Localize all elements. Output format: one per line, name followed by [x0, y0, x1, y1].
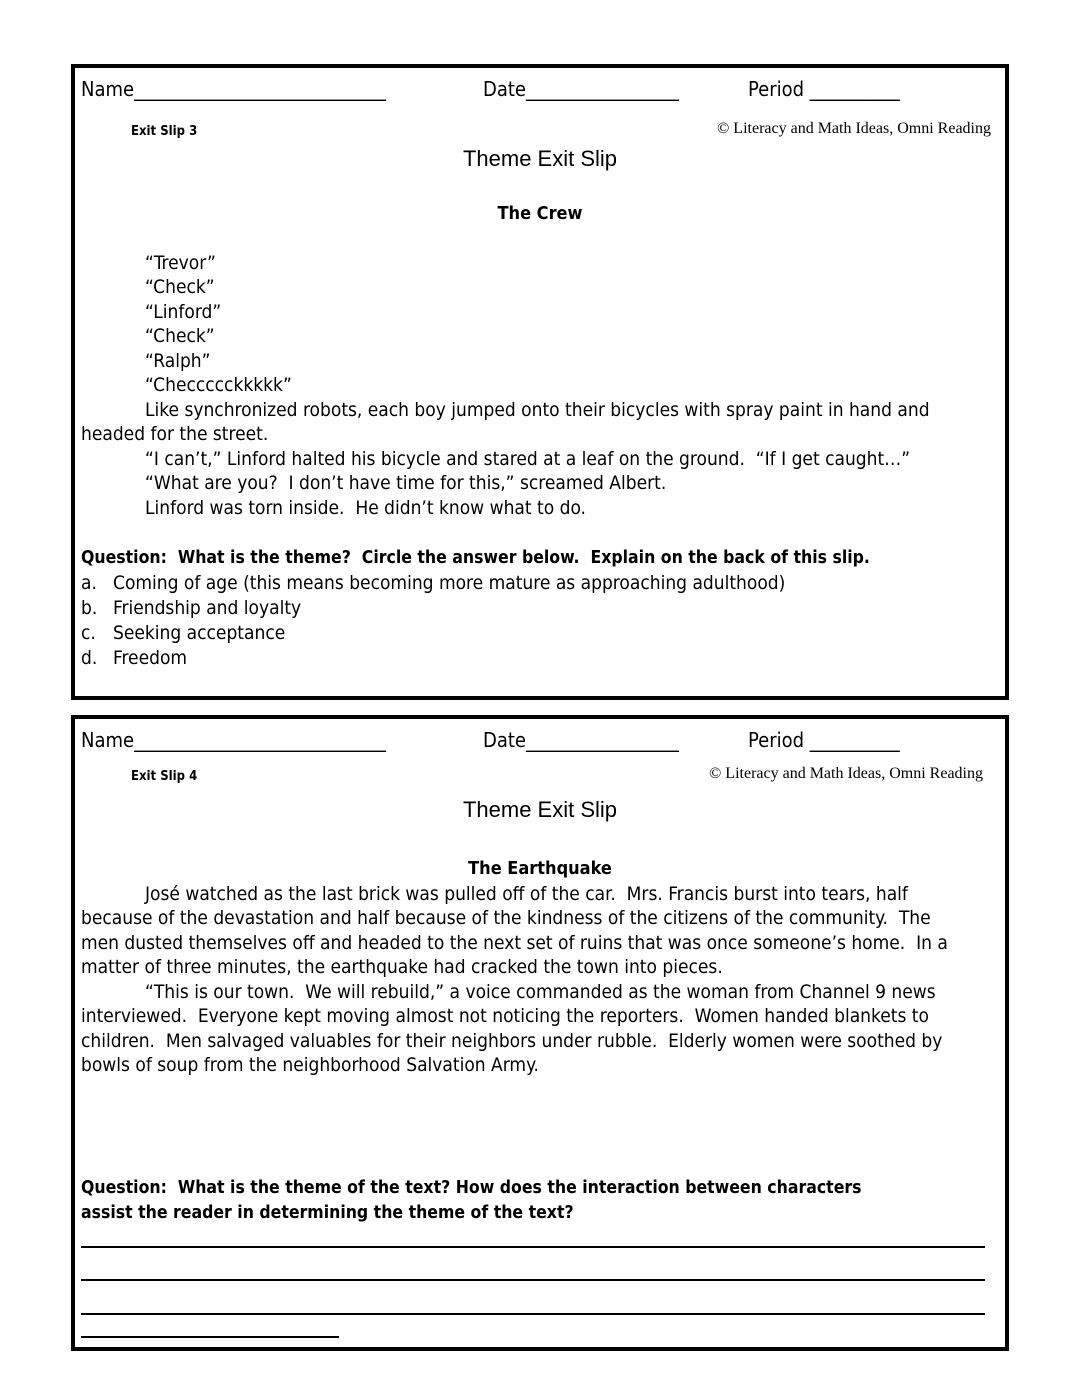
story-line: “Ralph”: [145, 350, 211, 372]
story-line: “Linford”: [145, 301, 222, 323]
story-title: The Earthquake: [468, 858, 612, 879]
option-b-letter: b.: [81, 597, 98, 619]
option-c[interactable]: Seeking acceptance: [113, 622, 286, 644]
story-line: because of the devastation and half because of the kindness of the citizens of the community. The: [81, 907, 931, 929]
exit-slip-label: Exit Slip 3: [131, 124, 198, 139]
copyright: © Literacy and Math Ideas, Omni Reading: [709, 765, 983, 782]
question-line-1: Question: What is the theme of the text? How does the interaction between characters: [81, 1178, 862, 1198]
question-line-2: assist the reader in determining the theme of the text?: [81, 1203, 574, 1223]
slip-title: Theme Exit Slip: [462, 797, 618, 822]
option-a-letter: a.: [81, 572, 97, 594]
exit-slip-4: [71, 715, 1009, 1351]
story-line: interviewed. Everyone kept moving almost not noticing the reporters. Women handed blankets to: [81, 1005, 929, 1027]
exit-slip-label: Exit Slip 4: [131, 769, 198, 784]
story-line: “Check”: [145, 276, 215, 298]
date-field[interactable]: Date_________________: [483, 77, 679, 101]
option-c-letter: c.: [81, 622, 96, 644]
story-line: “Check”: [145, 325, 215, 347]
name-field[interactable]: Name____________________________: [81, 77, 386, 101]
story-line: “What are you? I don’t have time for this,” screamed Albert.: [145, 472, 667, 494]
story-line: matter of three minutes, the earthquake had cracked the town into pieces.: [81, 956, 723, 978]
slip-title: Theme Exit Slip: [462, 146, 618, 171]
option-d[interactable]: Freedom: [113, 647, 188, 669]
question: Question: What is the theme? Circle the answer below. Explain on the back of this slip.: [81, 548, 870, 568]
answer-line-2[interactable]: [81, 1279, 985, 1281]
answer-line-4[interactable]: [81, 1336, 339, 1338]
story-line: children. Men salvaged valuables for their neighbors under rubble. Elderly women were soothed by: [81, 1030, 943, 1052]
period-field[interactable]: Period __________: [748, 728, 900, 752]
period-field[interactable]: Period __________: [748, 77, 900, 101]
name-field[interactable]: Name____________________________: [81, 728, 386, 752]
story-line: “Checcccckkkkk”: [145, 374, 292, 396]
story-line: “I can’t,” Linford halted his bicycle and stared at a leaf on the ground. “If I get caught…”: [145, 448, 911, 470]
option-d-letter: d.: [81, 647, 98, 669]
story-line: bowls of soup from the neighborhood Salvation Army.: [81, 1054, 539, 1076]
exit-slip-3: [71, 64, 1009, 700]
story-line: José watched as the last brick was pulled off of the car. Mrs. Francis burst into tears, half: [145, 883, 908, 905]
answer-line-3[interactable]: [81, 1313, 985, 1315]
answer-line-1[interactable]: [81, 1246, 985, 1248]
story-line: men dusted themselves off and headed to the next set of ruins that was once someone’s home. In a: [81, 932, 948, 954]
option-a[interactable]: Coming of age (this means becoming more mature as approaching adulthood): [113, 572, 786, 594]
date-field[interactable]: Date_________________: [483, 728, 679, 752]
story-line: Like synchronized robots, each boy jumped onto their bicycles with spray paint in hand and: [145, 399, 930, 421]
story-line: headed for the street.: [81, 423, 269, 445]
option-b[interactable]: Friendship and loyalty: [113, 597, 302, 619]
copyright: © Literacy and Math Ideas, Omni Reading: [717, 120, 991, 137]
story-title: The Crew: [497, 203, 583, 224]
story-line: “Trevor”: [145, 252, 216, 274]
story-line: Linford was torn inside. He didn’t know what to do.: [145, 497, 586, 519]
story-line: “This is our town. We will rebuild,” a voice commanded as the woman from Channel 9 news: [145, 981, 936, 1003]
